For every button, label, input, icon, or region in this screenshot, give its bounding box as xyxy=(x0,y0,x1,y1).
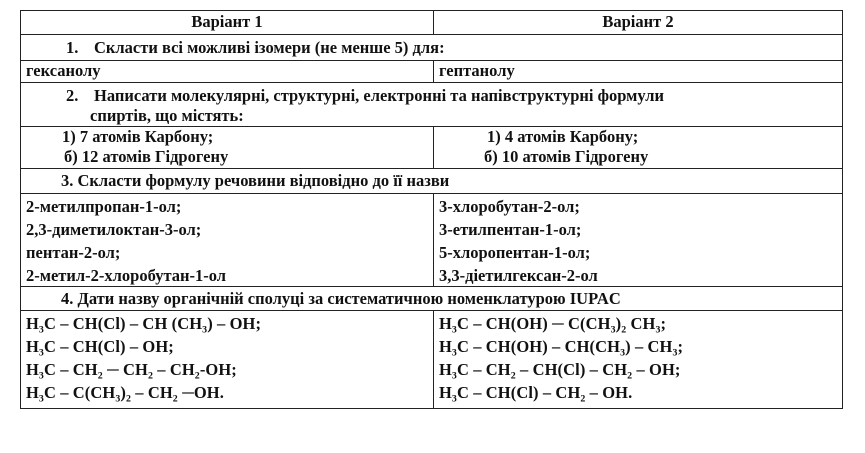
task4-v2-cell xyxy=(434,311,843,409)
task3-answers-row xyxy=(21,194,843,287)
task1-row xyxy=(21,35,843,61)
header-row xyxy=(21,11,843,35)
task4-row xyxy=(21,287,843,311)
task3-v1-item: 2-метилпропан-1-ол; xyxy=(26,197,182,216)
task3-v1-item: 2-метил-2-хлоробутан-1-ол xyxy=(26,266,227,285)
task1-answers-row xyxy=(21,61,843,83)
task3-v2-item: 3,3-діетилгексан-2-ол xyxy=(439,266,598,285)
task4-v1-formula: H₃C – CH₂ ─ CH₂ – CH₂-OH; xyxy=(26,360,237,379)
task3-v1-item: 2,3-диметилоктан-3-ол; xyxy=(26,220,202,239)
task4-v1-formula: H₃C – CH(Cl) – OH; xyxy=(26,337,174,356)
task1-v2: гептанолу xyxy=(434,61,843,83)
task1-v1: гексанолу xyxy=(21,61,434,83)
task2-v1-cell xyxy=(21,127,434,169)
task3-v2-item: 3-етилпентан-1-ол; xyxy=(439,220,582,239)
task2-heading xyxy=(21,83,843,127)
task2-v2-line2: б) 10 атомів Гідрогену xyxy=(484,147,649,166)
task2-v1-line2: б) 12 атомів Гідрогену xyxy=(64,147,229,166)
task1-number: 1. xyxy=(66,38,79,57)
variants-table xyxy=(20,10,843,409)
task3-v1-cell xyxy=(21,194,434,287)
task4-heading: 4. Дати назву органічній сполуці за систематичною номенклатурою IUPAC xyxy=(21,287,843,311)
task2-row xyxy=(21,83,843,127)
task3-v2-item: 3-хлоробутан-2-ол; xyxy=(439,197,580,216)
task3-heading: 3. Скласти формулу речовини відповідно до її назви xyxy=(21,169,843,194)
task4-v1-formula: H₃C – C(CH₃)₂ – CH₂ ─OH. xyxy=(26,383,224,402)
task4-v2-formula: H₃C – CH(Cl) – CH₂ – OH. xyxy=(439,383,633,402)
task2-text-line2: спиртів, що містять: xyxy=(90,106,244,125)
variant2-header: Варіант 2 xyxy=(434,11,843,35)
task1-heading xyxy=(21,35,843,61)
variant1-header: Варіант 1 xyxy=(21,11,434,35)
task3-v1-item: пентан-2-ол; xyxy=(26,243,121,262)
task2-answers-row xyxy=(21,127,843,169)
task4-answers-row xyxy=(21,311,843,409)
task4-v2-formula: H₃C – CH(OH) – CH(CH₃) – CH₃; xyxy=(439,337,684,356)
task2-text-line1: Написати молекулярні, структурні, електронні та напівструктурні формули xyxy=(94,86,665,105)
task4-v1-cell xyxy=(21,311,434,409)
task3-v2-cell xyxy=(434,194,843,287)
task1-text: Скласти всі можливі ізомери (не менше 5) для: xyxy=(94,38,445,57)
task3-v2-item: 5-хлоропентан-1-ол; xyxy=(439,243,591,262)
task4-v1-formula: H₃C – CH(Cl) – CH (CH₃) – OH; xyxy=(26,314,262,333)
task2-number: 2. xyxy=(66,86,79,105)
task2-v1-line1: 1) 7 атомів Карбону; xyxy=(62,127,214,146)
task2-v2-line1: 1) 4 атомів Карбону; xyxy=(487,127,639,146)
task4-v2-formula: H₃C – CH₂ – CH(Cl) – CH₂ – OH; xyxy=(439,360,681,379)
task4-v2-formula: H₃C – CH(OH) ─ C(CH₃)₂ CH₃; xyxy=(439,314,667,333)
task2-v2-cell xyxy=(434,127,843,169)
task3-row xyxy=(21,169,843,194)
